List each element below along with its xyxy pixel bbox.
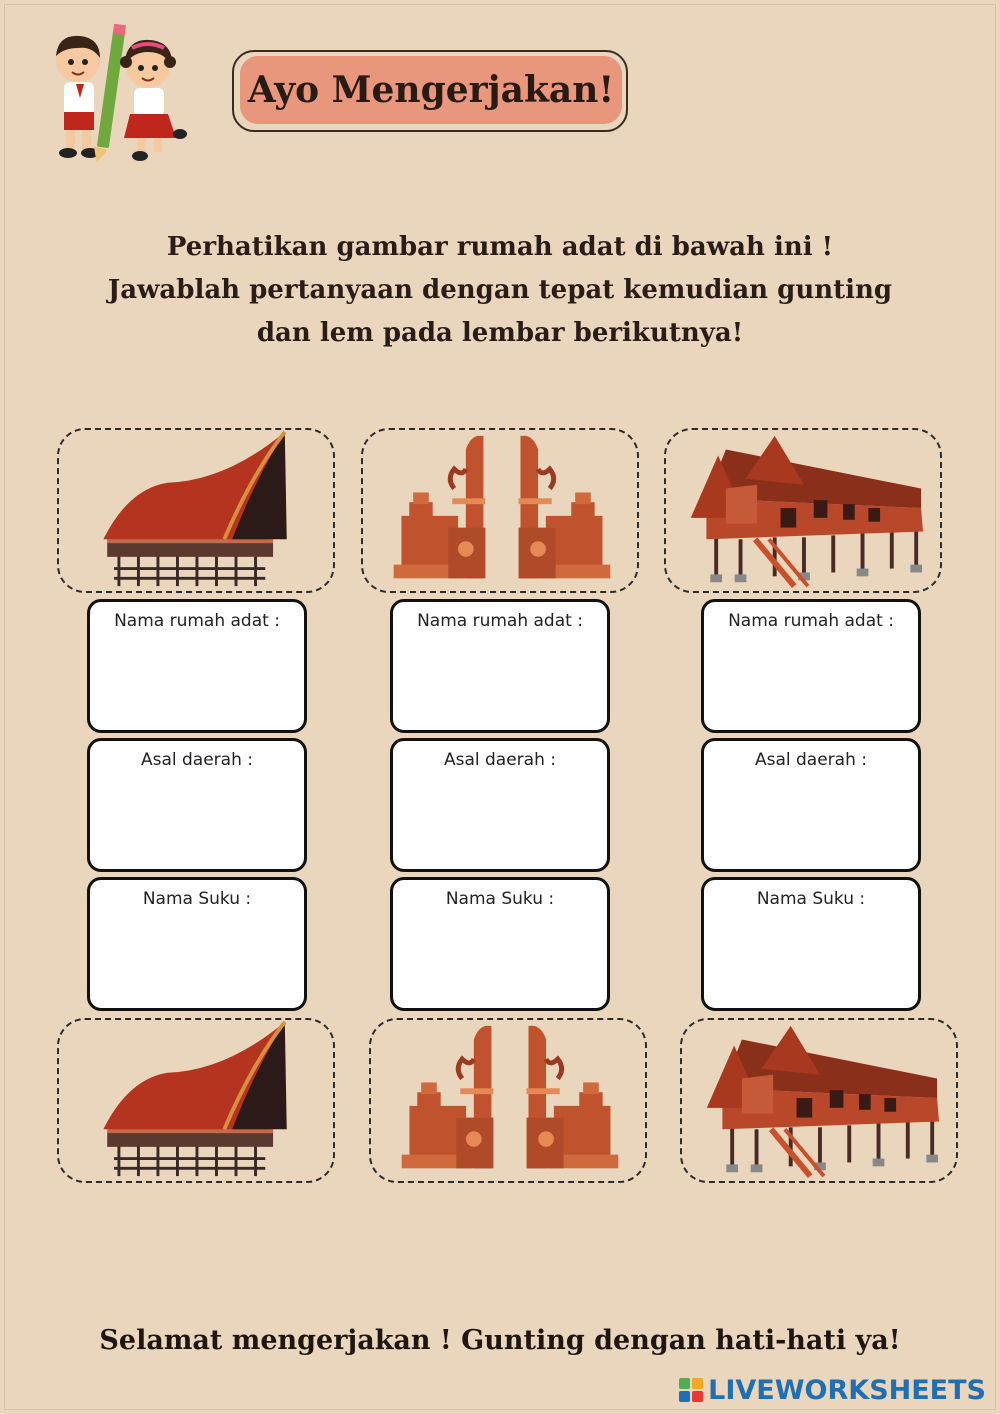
answer-box-tribe-2[interactable]	[390, 877, 610, 1011]
stilt-longhouse-icon	[682, 1020, 956, 1181]
answer-label: Asal daerah :	[140, 750, 253, 770]
answer-box-origin-1[interactable]	[87, 738, 307, 872]
stilt-longhouse-icon	[666, 430, 940, 591]
title-frame	[232, 50, 628, 132]
instruction-line-1: Perhatikan gambar rumah adat di bawah ini !	[166, 232, 834, 262]
brand-text: LIVEWORKSHEETS	[708, 1374, 986, 1406]
picture-card-bali-bottom	[369, 1018, 647, 1183]
answer-box-tribe-3[interactable]	[701, 877, 921, 1011]
answer-label: Asal daerah :	[754, 750, 867, 770]
liveworksheets-logo-icon	[678, 1377, 704, 1403]
page-title: Ayo Mengerjakan!	[240, 56, 622, 124]
batak-house-icon	[59, 1020, 333, 1181]
answer-label: Asal daerah :	[443, 750, 556, 770]
instruction-line-3: dan lem pada lembar berikutnya!	[256, 318, 744, 348]
liveworksheets-brand[interactable]	[678, 1374, 986, 1406]
picture-card-longhouse-bottom	[680, 1018, 958, 1183]
answer-label: Nama rumah adat :	[114, 611, 280, 631]
answer-box-name-1[interactable]	[87, 599, 307, 733]
instructions	[100, 226, 900, 355]
answer-box-name-3[interactable]	[701, 599, 921, 733]
picture-card-batak-top	[57, 428, 335, 593]
picture-card-batak-bottom	[57, 1018, 335, 1183]
answer-label: Nama rumah adat :	[728, 611, 894, 631]
answer-label: Nama Suku :	[142, 889, 252, 909]
footer-text: Selamat mengerjakan ! Gunting dengan hati-hati ya!	[99, 1325, 901, 1356]
answer-box-name-2[interactable]	[390, 599, 610, 733]
answer-label: Nama rumah adat :	[417, 611, 583, 631]
answer-label: Nama Suku :	[756, 889, 866, 909]
picture-card-bali-top	[361, 428, 639, 593]
batak-house-icon	[59, 430, 333, 591]
answer-label: Nama Suku :	[445, 889, 555, 909]
answer-box-origin-3[interactable]	[701, 738, 921, 872]
bali-gate-icon	[371, 1020, 645, 1181]
answer-box-tribe-1[interactable]	[87, 877, 307, 1011]
instruction-line-2: Jawablah pertanyaan dengan tepat kemudian gunting	[107, 275, 893, 305]
bali-gate-icon	[363, 430, 637, 591]
answer-box-origin-2[interactable]	[390, 738, 610, 872]
kids-illustration	[40, 22, 200, 167]
picture-card-longhouse-top	[664, 428, 942, 593]
